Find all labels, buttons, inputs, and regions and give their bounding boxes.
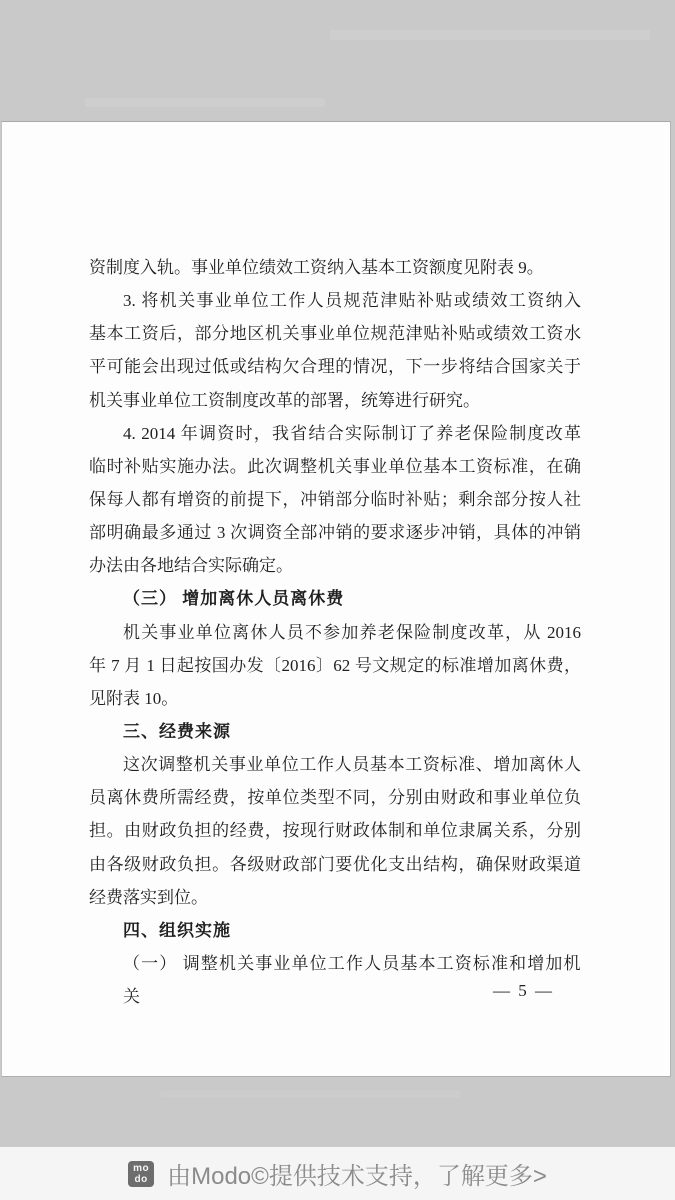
modo-logo-line2: do bbox=[134, 1173, 148, 1185]
document-line: 见附表 10。 bbox=[89, 688, 179, 708]
document-line: 4. 2014 年调资时，我省结合实际制订了养老保险制度改革 bbox=[123, 423, 581, 443]
document-line: 员离休费所需经费，按单位类型不同，分别由财政和事业单位负 bbox=[89, 788, 581, 808]
document-line: 由各级财政负担。各级财政部门要优化支出结构，确保财政渠道 bbox=[89, 854, 581, 874]
modo-logo-icon bbox=[128, 1161, 154, 1187]
document-line: 平可能会出现过低或结构欠合理的情况，下一步将结合国家关于 bbox=[89, 357, 581, 377]
scan-artifact bbox=[160, 1090, 460, 1098]
document-line: 四、组织实施 bbox=[123, 920, 231, 940]
document-line: 临时补贴实施办法。此次调整机关事业单位基本工资标准，在确 bbox=[89, 456, 581, 476]
document-line: 部明确最多通过 3 次调资全部冲销的要求逐步冲销，具体的冲销 bbox=[89, 523, 581, 543]
footer-link[interactable]: 由Modo©提供技术支持，了解更多> bbox=[167, 1163, 547, 1190]
document-line: 保每人都有增资的前提下，冲销部分临时补贴；剩余部分按人社 bbox=[89, 489, 581, 509]
document-line: 办法由各地结合实际确定。 bbox=[89, 556, 293, 576]
footer-banner[interactable] bbox=[0, 1147, 675, 1200]
modo-logo-line1: mo bbox=[133, 1162, 150, 1174]
document-line: 三、经费来源 bbox=[123, 721, 231, 741]
document-line: （一） 调整机关事业单位工作人员基本工资标准和增加机关 bbox=[123, 953, 581, 1007]
document-line: 机关事业单位离休人员不参加养老保险制度改革，从 2016 bbox=[123, 622, 581, 642]
document-page bbox=[1, 121, 671, 1077]
scan-artifact bbox=[85, 98, 325, 107]
document-line: 这次调整机关事业单位工作人员基本工资标准、增加离休人 bbox=[123, 755, 581, 775]
document-text-block bbox=[89, 251, 581, 1007]
document-line: 3. 将机关事业单位工作人员规范津贴补贴或绩效工资纳入 bbox=[123, 291, 581, 311]
document-line: 经费落实到位。 bbox=[89, 887, 208, 907]
page-number: — 5 — bbox=[493, 981, 554, 1000]
document-line: 基本工资后，部分地区机关事业单位规范津贴补贴或绩效工资水 bbox=[89, 324, 581, 344]
document-line: （三） 增加离休人员离休费 bbox=[123, 589, 345, 609]
document-line: 机关事业单位工资制度改革的部署，统筹进行研究。 bbox=[89, 390, 480, 410]
scan-artifact bbox=[330, 30, 650, 40]
document-line: 资制度入轨。事业单位绩效工资纳入基本工资额度见附表 9。 bbox=[89, 258, 544, 277]
document-line: 担。由财政负担的经费，按现行财政体制和单位隶属关系，分别 bbox=[89, 821, 581, 841]
document-line: 年 7 月 1 日起按国办发〔2016〕62 号文规定的标准增加离休费， bbox=[89, 655, 581, 675]
